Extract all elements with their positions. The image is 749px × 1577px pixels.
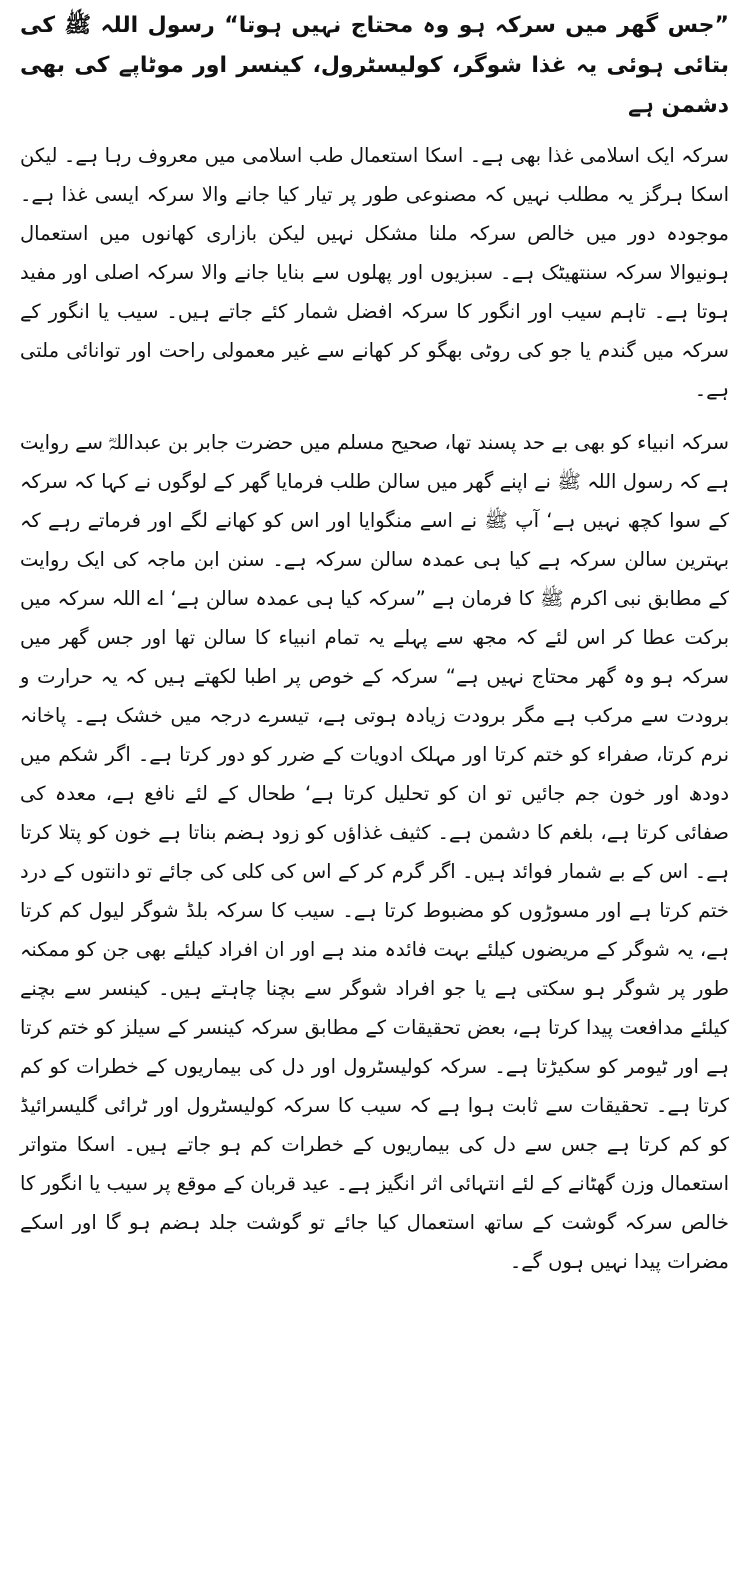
article-title: ”جس گھر میں سرکہ ہو وہ محتاج نہیں ہوتا“ رسول اللہ ﷺ کی بتائی ہوئی یہ غذا شوگر، کولیسٹرول، کینسر اور موٹاپے کی بھی دشمن ہے	[20, 13, 729, 118]
article-paragraph-intro: سرکہ ایک اسلامی غذا بھی ہے۔ اسکا استعمال طب اسلامی میں معروف رہا ہے۔ لیکن اسکا ہرگز یہ مطلب نہیں کہ مصنوعی طور پر تیار کیا جانے والا سرکہ ایسی غذا ہے۔ موجودہ دور میں خالص سرکہ ملنا مشکل نہیں لیکن بازاری کھانوں میں استعمال ہونیوالا سرکہ سنتھیٹک ہے۔ سبزیوں اور پھلوں سے بنایا جانے والا سرکہ اصلی اور مفید ہوتا ہے۔ تاہم سیب اور انگور کا سرکہ افضل شمار کئے جاتے ہیں۔ سیب یا انگور کے سرکہ میں گندم یا جو کی روٹی بھگو کر کھانے سے غیر معمولی راحت اور توانائی ملتی ہے۔	[20, 144, 729, 401]
article-paragraph-body: سرکہ انبیاء کو بھی بے حد پسند تھا، صحیح مسلم میں حضرت جابر بن عبداللہؓ سے روایت ہے کہ رسول اللہ ﷺ نے اپنے گھر میں سالن طلب فرمایا گھر کے لوگوں نے کہا کہ سرکہ کے سوا کچھ نہیں ہے‘ آپ ﷺ نے اسے منگوایا اور اس کو کھانے لگے اور فرماتے رہے کہ بہترین سالن سرکہ ہے کیا ہی عمدہ سالن سرکہ ہے۔ سنن ابن ماجہ کی ایک روایت کے مطابق نبی اکرم ﷺ کا فرمان ہے ”سرکہ کیا ہی عمدہ سالن ہے‘ اے اللہ سرکہ میں برکت عطا کر اس لئے کہ مجھ سے پہلے یہ تمام انبیاء کا سالن تھا اور جس گھر میں سرکہ ہو وہ گھر محتاج نہیں ہے“ سرکہ کے خوص پر اطبا لکھتے ہیں کہ یہ حرارت و برودت سے مرکب ہے مگر برودت زیادہ ہوتی ہے، تیسرے درجہ میں خشک ہے۔ پاخانہ نرم کرتا، صفراء کو ختم کرتا اور مہلک ادویات کے ضرر کو دور کرتا ہے۔ اگر شکم میں دودھ اور خون جم جائیں تو ان کو تحلیل کرتا ہے‘ طحال کے لئے نافع ہے، معدہ کی صفائی کرتا ہے، بلغم کا دشمن ہے۔ کثیف غذاؤں کو زود ہضم بناتا ہے خون کو پتلا کرتا ہے۔ اس کے بے شمار فوائد ہیں۔ اگر گرم کر کے اس کی کلی کی جائے تو دانتوں کے درد ختم کرتا ہے اور مسوڑوں کو مضبوط کرتا ہے۔ سیب کا سرکہ بلڈ شوگر لیول کم کرتا ہے، یہ شوگر کے مریضوں کیلئے بہت فائدہ مند ہے اور ان افراد کیلئے بھی جن کو ممکنہ طور پر شوگر ہو سکتی ہے یا جو افراد شوگر سے بچنا چاہتے ہیں۔ کینسر سے بچنے کیلئے مدافعت پیدا کرتا ہے، بعض تحقیقات کے مطابق سرکہ کینسر کے سیلز کو ختم کرتا ہے اور ٹیومر کو سکیڑتا ہے۔ سرکہ کولیسٹرول اور دل کی بیماریوں کے خطرات کو کم کرتا ہے۔ تحقیقات سے ثابت ہوا ہے کہ سیب کا سرکہ کولیسٹرول اور ٹرائی گلیسرائیڈ کو کم کرتا ہے جس سے دل کی بیماریوں کے خطرات کم ہو جاتے ہیں۔ اسکا متواتر استعمال وزن گھٹانے کے لئے انتہائی اثر انگیز ہے۔ عید قربان کے موقع پر سیب یا انگور کا خالص سرکہ گوشت کے ساتھ استعمال کیا جائے تو گوشت جلد ہضم ہو گا اور اسکے مضرات پیدا نہیں ہوں گے۔	[20, 431, 729, 1273]
